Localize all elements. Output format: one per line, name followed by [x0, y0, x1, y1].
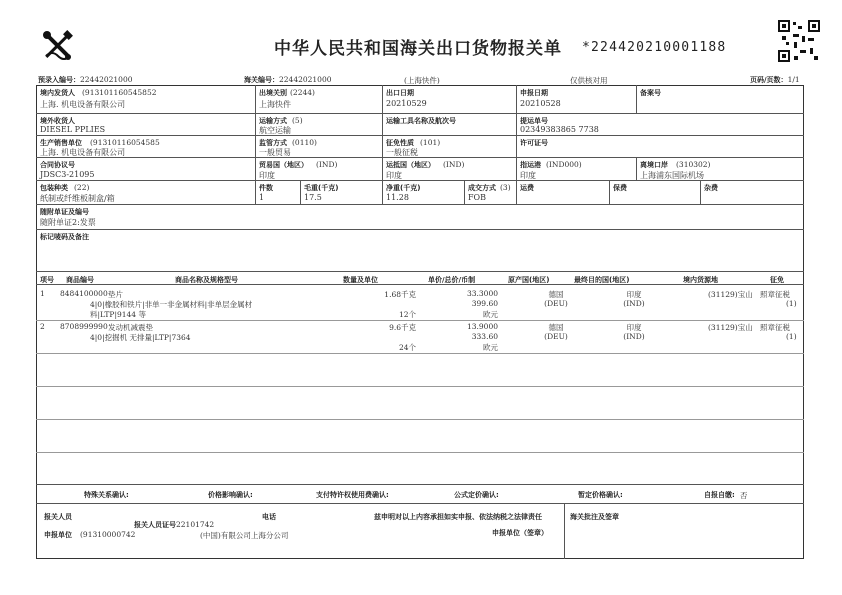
dest-country-code: (IND)	[443, 160, 465, 169]
col-source: 境内货源地	[683, 276, 718, 284]
exit-date-label: 出口日期	[386, 89, 414, 97]
col-final-dest: 最终目的国(地区)	[574, 276, 630, 284]
document-title: 中华人民共和国海关出口货物报关单	[274, 39, 562, 59]
transport-label: 运输方式	[259, 117, 287, 125]
prerecord-number: 预录入编号：22442021000	[38, 75, 133, 84]
item-currency: 欧元	[483, 343, 498, 352]
consignor-label: 境内发货人	[40, 89, 75, 97]
declare-date: 20210528	[520, 99, 561, 108]
exit-place-label: 离境口岸	[640, 161, 668, 169]
vehicle-label: 运输工具名称及航次号	[386, 117, 456, 125]
exit-port-name: 上海快件	[259, 100, 291, 109]
item-spec: 4|0|挖掘机 无排量|LTP|7364	[90, 333, 191, 342]
item-dest: 印度	[626, 323, 642, 332]
consignor-name: 上海. 机电设备有限公司	[40, 100, 126, 109]
item-code: 8484100000	[60, 289, 108, 298]
item-levy: 照章征税	[760, 290, 790, 299]
phone-label: 电话	[262, 513, 276, 521]
declarant-cert: 报关人员证号22101742	[134, 520, 215, 529]
item-no: 1	[40, 289, 45, 298]
item-total-price: 399.60	[471, 299, 498, 308]
provisional-price-confirm: 暂定价格确认:	[578, 491, 623, 499]
item-no: 2	[40, 322, 45, 331]
item-code: 8708999990	[60, 322, 108, 331]
levy-name: 一般征税	[386, 148, 418, 157]
customs-approval-label: 海关批注及签章	[570, 513, 619, 521]
col-origin: 原产国(地区)	[508, 276, 550, 284]
pack-code: (22)	[74, 183, 90, 192]
net-weight: 11.28	[386, 193, 409, 202]
item-spec: 4|0|橡胶和铁片|非单一非金属材料|非单层金属材	[90, 300, 253, 309]
declare-unit-sign: 申报单位（签章）	[492, 529, 548, 537]
attach-docs: 随附单证2:发票	[40, 218, 96, 227]
item-levy-code: (1)	[786, 332, 797, 341]
barcode-text: *224420210001188	[582, 40, 727, 55]
dest-country: 印度	[386, 171, 402, 180]
item-dest-code: (IND)	[623, 299, 645, 308]
arrival-port-code: (IND000)	[546, 160, 582, 169]
item-qty-unit: 24个	[398, 343, 416, 352]
arrival-port-label: 指运港	[520, 161, 541, 169]
insurance-label: 保费	[613, 184, 627, 192]
special-relation-confirm: 特殊关系确认:	[84, 491, 129, 499]
supervise-code: (0110)	[292, 138, 317, 147]
marks-label: 标记唛码及备注	[40, 233, 89, 241]
item-name: 垫片	[108, 290, 123, 299]
item-name: 发动机减震垫	[108, 323, 153, 332]
contract-label: 合同协议号	[40, 161, 75, 169]
levy-code: (101)	[420, 138, 441, 147]
consignor-code: (913101160545852	[82, 88, 157, 97]
trade-country: 印度	[259, 171, 275, 180]
bill-no: 02349383865 7738	[520, 125, 599, 134]
transport-name: 航空运输	[259, 126, 291, 135]
qr-code-icon	[778, 20, 820, 62]
customs-emblem-icon	[38, 26, 78, 66]
misc-fee-label: 杂费	[704, 184, 718, 192]
self-pay-value: 否	[740, 491, 748, 500]
price-effect-confirm: 价格影响确认:	[208, 491, 253, 499]
item-currency: 欧元	[483, 310, 498, 319]
declare-date-label: 申报日期	[520, 89, 548, 97]
seller-label: 生产销售单位	[40, 139, 82, 147]
pack-name: 纸制或纤维板制盒/箱	[40, 194, 115, 203]
transport-code: (5)	[292, 116, 303, 125]
page-indicator: 页码/页数：1/1	[750, 75, 800, 84]
exit-port-label: 出境关别	[259, 89, 287, 97]
check-note: 仅供核对用	[570, 76, 608, 85]
col-code: 商品编号	[66, 276, 94, 284]
trade-country-label: 贸易国（地区）	[259, 161, 308, 169]
levy-label: 征免性质	[386, 139, 414, 147]
item-levy: 照章征税	[760, 323, 790, 332]
item-source: (31129)宝山	[708, 290, 753, 299]
formula-price-confirm: 公式定价确认:	[454, 491, 499, 499]
record-no-label: 备案号	[640, 89, 661, 97]
exit-place-code: (310302)	[676, 160, 711, 169]
col-price: 单价/总价/币制	[428, 276, 476, 284]
col-name: 商品名称及规格型号	[175, 276, 238, 284]
attach-label: 随附单证及编号	[40, 208, 89, 216]
item-dest: 印度	[626, 290, 642, 299]
item-origin: 德国	[548, 290, 564, 299]
item-qty: 1.68千克	[384, 290, 416, 299]
gross-weight: 17.5	[304, 193, 322, 202]
freight-label: 运费	[520, 184, 534, 192]
exit-place: 上海浦东国际机场	[640, 171, 704, 180]
item-qty: 9.6千克	[389, 323, 416, 332]
contract-no: JDSC3-21095	[40, 170, 95, 179]
consignee-name: DIESEL PPLIES	[40, 125, 106, 134]
item-origin-code: (DEU)	[544, 299, 568, 308]
col-levy: 征免	[770, 276, 784, 284]
declarant-label: 报关人员	[44, 513, 72, 521]
license-label: 许可证号	[520, 139, 548, 147]
seller-name: 上海. 机电设备有限公司	[40, 148, 126, 157]
col-no: 项号	[40, 276, 54, 284]
item-spec-cont: 料|LTP|9144 等	[90, 310, 146, 319]
item-unit-price: 13.9000	[466, 322, 498, 331]
deal-term: FOB	[468, 193, 486, 202]
supervise-name: 一般贸易	[259, 148, 291, 157]
exit-port-code: (2244)	[290, 88, 315, 97]
item-origin: 德国	[548, 323, 564, 332]
net-weight-label: 净重(千克)	[386, 184, 421, 192]
item-origin-code: (DEU)	[544, 332, 568, 341]
exit-date: 20210529	[386, 99, 427, 108]
deal-code: (3)	[500, 183, 511, 192]
consignee-label: 境外收货人	[40, 117, 75, 125]
item-total-price: 333.60	[471, 332, 498, 341]
item-qty-unit: 12个	[398, 310, 416, 319]
deal-label: 成交方式	[468, 184, 496, 192]
declare-unit-label: 申报单位	[44, 531, 72, 539]
self-pay-label: 自报自缴:	[704, 491, 735, 499]
arrival-port: 印度	[520, 171, 536, 180]
declare-unit-name: (中国)有限公司上海分公司	[200, 531, 289, 540]
seller-code: (91310116054585	[90, 138, 160, 147]
col-qty: 数量及单位	[343, 276, 378, 284]
item-dest-code: (IND)	[623, 332, 645, 341]
declare-unit-code: (91310000742	[80, 530, 136, 539]
legal-statement: 兹申明对以上内容承担如实申报、依法纳税之法律责任	[374, 513, 542, 521]
dest-country-label: 运抵国（地区）	[386, 161, 435, 169]
royalty-confirm: 支付特许权使用费确认:	[316, 491, 389, 499]
pieces-label: 件数	[259, 184, 273, 192]
item-source: (31129)宝山	[708, 323, 753, 332]
bill-no-label: 提运单号	[520, 117, 548, 125]
pieces: 1	[259, 193, 265, 202]
trade-country-code: (IND)	[316, 160, 338, 169]
pack-label: 包装种类	[40, 184, 68, 192]
gross-weight-label: 毛重(千克)	[304, 184, 339, 192]
supervise-label: 监管方式	[259, 139, 287, 147]
customs-number: 海关编号：22442021000	[244, 75, 332, 84]
customs-note: (上海快件)	[404, 76, 440, 85]
item-levy-code: (1)	[786, 299, 797, 308]
item-unit-price: 33.3000	[466, 289, 498, 298]
